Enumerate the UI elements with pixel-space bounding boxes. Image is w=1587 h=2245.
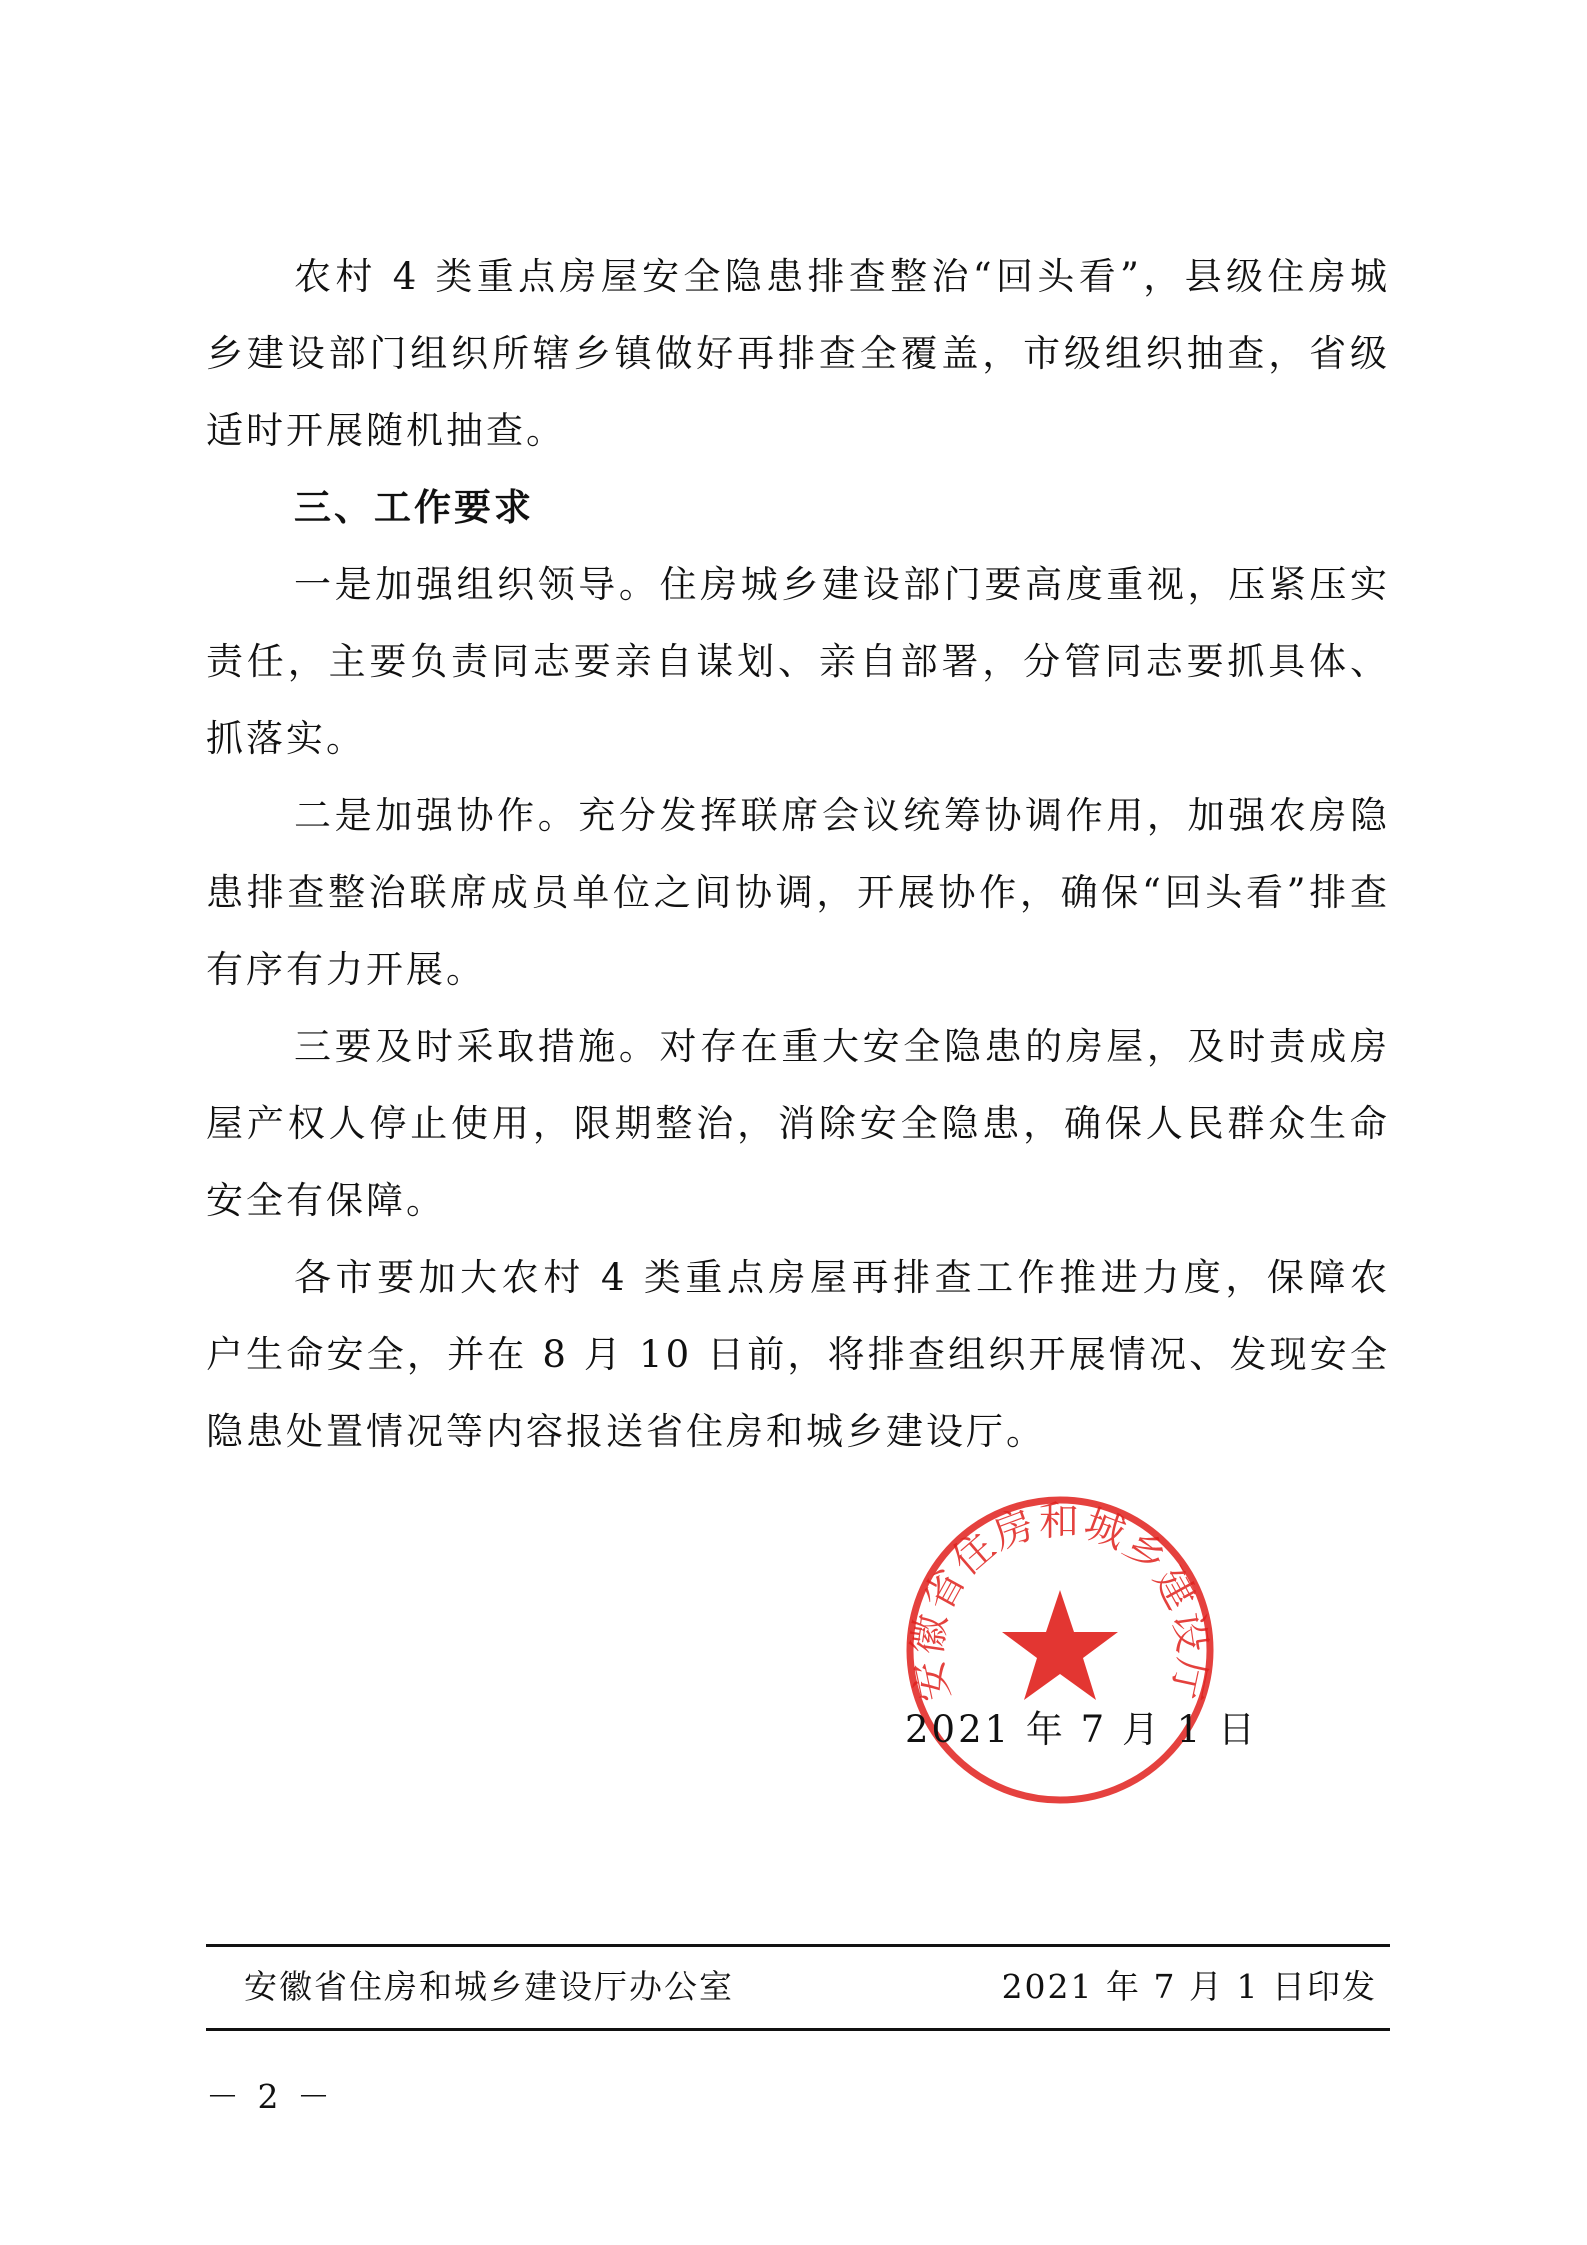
requirement-2: 二是加强协作。充分发挥联席会议统筹协调作用，加强农房隐患排查整治联席成员单位之间协调，开展协作，确保“回头看”排查有序有力开展。 [206, 794, 1390, 991]
closing-paragraph: 各市要加大农村 4 类重点房屋再排查工作推进力度，保障农户生命安全，并在 8 月 10 日前，将排查组织开展情况、发现安全隐患处置情况等内容报送省住房和城乡建设厅。 [206, 1256, 1390, 1453]
section-heading: 三、工作要求 [294, 486, 534, 529]
requirement-1: 一是加强组织领导。住房城乡建设部门要高度重视，压紧压实责任，主要负责同志要亲自谋划、亲自部署，分管同志要抓具体、抓落实。 [206, 563, 1390, 760]
paragraph-review: 农村 4 类重点房屋安全隐患排查整治“回头看”，县级住房城乡建设部门组织所辖乡镇做好再排查全覆盖，市级组织抽查，省级适时开展随机抽查。 [206, 255, 1390, 452]
signature-date: 2021 年 7 月 1 日 [905, 1708, 1259, 1751]
footer-rule-bottom [206, 2028, 1390, 2031]
requirement-3: 三要及时采取措施。对存在重大安全隐患的房屋，及时责成房屋产权人停止使用，限期整治，消除安全隐患，确保人民群众生命安全有保障。 [206, 1025, 1390, 1222]
footer-rule-top [206, 1944, 1390, 1947]
official-seal [900, 1490, 1220, 1810]
seal-text: 安徽省住房和城乡建设厅 [904, 1498, 1216, 1706]
page-number: － 2 － [206, 2077, 334, 2116]
footer-issue-date: 2021 年 7 月 1 日印发 [1001, 1967, 1377, 2006]
footer-issuer: 安徽省住房和城乡建设厅办公室 [244, 1967, 734, 2006]
document-body [206, 238, 1390, 1470]
seal-star-icon [1002, 1590, 1118, 1700]
